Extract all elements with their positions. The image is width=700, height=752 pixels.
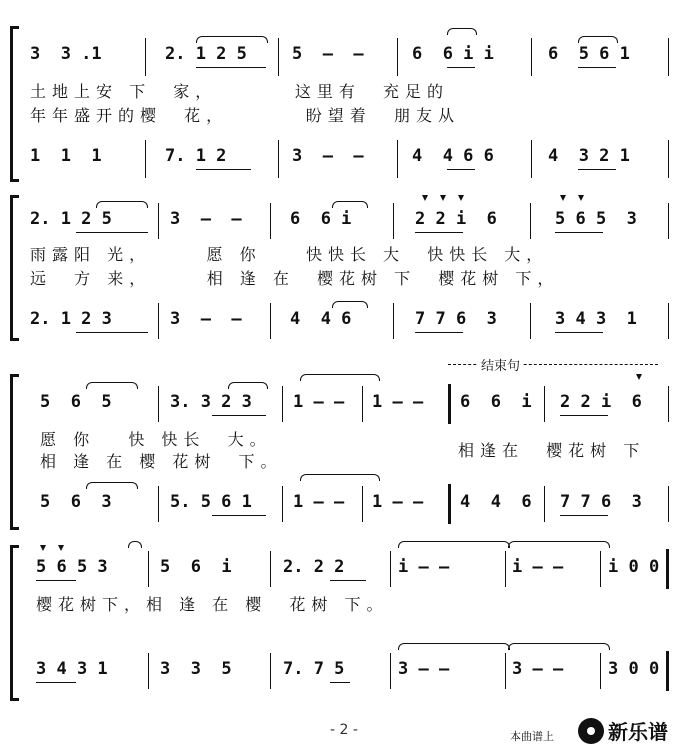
beam-underline xyxy=(555,232,603,233)
beam-underline xyxy=(555,332,603,333)
measure-notes: i 0 0 xyxy=(608,557,660,577)
system-bracket xyxy=(10,195,19,341)
measure-notes: 1 — — xyxy=(293,392,345,412)
measure-notes: 4 4 6 xyxy=(290,309,352,329)
measure-notes: 4 4 6 6 xyxy=(412,146,494,166)
barline xyxy=(600,653,601,689)
slur xyxy=(508,541,610,548)
measure-notes: 3 — — xyxy=(170,309,242,329)
slur xyxy=(196,36,268,43)
measure-notes: 1 — — xyxy=(372,392,424,412)
barline xyxy=(158,386,159,422)
slur xyxy=(332,201,368,208)
beam-underline xyxy=(76,332,148,333)
barline xyxy=(393,303,394,339)
measure-notes: 5 6 5 3 xyxy=(555,209,637,229)
beam-underline xyxy=(415,232,463,233)
beam-underline xyxy=(447,169,475,170)
barline xyxy=(158,486,159,522)
slur xyxy=(332,301,368,308)
barline xyxy=(270,551,271,587)
measure-notes: 3 — — xyxy=(292,146,364,166)
barline xyxy=(158,303,159,339)
barline xyxy=(278,38,279,76)
barline xyxy=(544,386,545,422)
barline xyxy=(390,551,391,587)
lyric-line-ending: 相逢在 樱花树 下 xyxy=(458,441,646,460)
measure-notes: 4 3 2 1 xyxy=(548,146,630,166)
slur xyxy=(228,382,268,389)
barline xyxy=(668,203,669,239)
measure-notes: 1 1 1 xyxy=(30,146,102,166)
barline xyxy=(362,486,363,522)
measure-notes: 5 6 5 3 xyxy=(36,557,108,577)
slur xyxy=(96,201,148,208)
system-2 xyxy=(0,185,700,350)
lyric-line-2: 远 方 来， 相 逢 在 樱花树 下 樱花树 下， xyxy=(30,269,560,288)
record-disc-icon xyxy=(578,718,604,744)
measure-notes: 4 4 6 xyxy=(460,492,532,512)
barline xyxy=(393,203,394,239)
measure-notes: 3 — — xyxy=(170,209,242,229)
beam-underline xyxy=(560,415,608,416)
beam-underline xyxy=(578,67,616,68)
measure-notes: 7 7 6 3 xyxy=(415,309,497,329)
accent-mark xyxy=(636,374,642,380)
slur xyxy=(86,382,138,389)
repeat-barline xyxy=(448,484,451,524)
system-bracket xyxy=(10,26,19,182)
measure-notes: 1 — — xyxy=(293,492,345,512)
site-logo xyxy=(578,716,668,745)
measure-notes: 2. 1 2 3 xyxy=(30,309,112,329)
barline xyxy=(505,653,506,689)
beam-underline xyxy=(560,515,608,516)
page-number: - 2 - xyxy=(330,722,358,738)
system-1 xyxy=(0,0,700,185)
measure-notes: 6 5 6 1 xyxy=(548,44,630,64)
barline xyxy=(148,551,149,587)
measure-notes: 5 6 5 xyxy=(40,392,112,412)
beam-underline xyxy=(196,169,251,170)
beam-underline xyxy=(330,682,350,683)
barline xyxy=(544,486,545,522)
accent-mark xyxy=(40,545,46,551)
barline xyxy=(390,653,391,689)
slur xyxy=(447,28,477,35)
beam-underline xyxy=(196,67,266,68)
final-barline xyxy=(666,549,669,589)
barline xyxy=(530,303,531,339)
measure-notes: 5 — — xyxy=(292,44,364,64)
system-bracket xyxy=(10,545,19,701)
measure-notes: 7. 1 2 xyxy=(165,146,227,166)
beam-underline xyxy=(76,232,148,233)
beam-underline xyxy=(330,580,366,581)
barline xyxy=(531,38,532,76)
measure-notes: 2 2 i 6 xyxy=(560,392,642,412)
final-barline xyxy=(666,651,669,691)
barline xyxy=(505,551,506,587)
measure-notes: 3 0 0 xyxy=(608,659,660,679)
measure-notes: 7. 7 5 xyxy=(283,659,345,679)
measure-notes: 3 4 3 1 xyxy=(36,659,108,679)
measure-notes: 3 4 3 1 xyxy=(555,309,637,329)
lyric-line-1: 雨露阳 光， 愿 你 快快长 大 快快长 大， xyxy=(30,245,549,264)
ending-label: 结束句 xyxy=(478,355,523,374)
barline xyxy=(668,486,669,522)
slur xyxy=(300,474,380,481)
measure-notes: 2 2 i 6 xyxy=(415,209,497,229)
barline xyxy=(270,653,271,689)
barline xyxy=(668,140,669,178)
accent-mark xyxy=(458,195,464,201)
fermata xyxy=(128,541,142,548)
beam-underline xyxy=(212,415,266,416)
system-4 xyxy=(0,535,700,710)
measure-notes: 5 6 i xyxy=(160,557,232,577)
measure-notes: 6 6 i i xyxy=(412,44,494,64)
measure-notes: 5 6 3 xyxy=(40,492,112,512)
barline xyxy=(148,653,149,689)
beam-underline xyxy=(447,67,475,68)
measure-notes: 3 3 5 xyxy=(160,659,232,679)
system-3 xyxy=(0,350,700,535)
measure-notes: 2. 1 2 5 xyxy=(165,44,247,64)
measure-notes: 1 — — xyxy=(372,492,424,512)
barline xyxy=(270,203,271,239)
beam-underline xyxy=(36,580,76,581)
barline xyxy=(530,203,531,239)
accent-mark xyxy=(58,545,64,551)
barline xyxy=(158,203,159,239)
slur xyxy=(578,36,618,43)
measure-notes: i — — xyxy=(512,557,564,577)
lyric-line-2: 年年盛开的樱 花， 盼望着 朋友从 xyxy=(30,106,460,125)
slur xyxy=(300,374,380,381)
barline xyxy=(668,386,669,422)
lyric-line-1: 樱花树下，相 逢 在 樱 花树 下。 xyxy=(36,595,389,614)
barline xyxy=(145,140,146,178)
barline xyxy=(145,38,146,76)
measure-notes: 2. 1 2 5 xyxy=(30,209,112,229)
accent-mark xyxy=(440,195,446,201)
measure-notes: 5. 5 6 1 xyxy=(170,492,252,512)
measure-notes: 6 6 i xyxy=(460,392,532,412)
beam-underline xyxy=(36,682,76,683)
barline xyxy=(600,551,601,587)
beam-underline xyxy=(212,515,266,516)
barline xyxy=(531,140,532,178)
measure-notes: 3 3 .1 xyxy=(30,44,102,64)
measure-notes: 2. 2 2 xyxy=(283,557,345,577)
barline xyxy=(282,486,283,522)
lyric-line-1: 愿 你 快 快长 大。 xyxy=(40,430,272,449)
slur xyxy=(398,541,510,548)
measure-notes: i — — xyxy=(398,557,450,577)
accent-mark xyxy=(422,195,428,201)
slur xyxy=(398,643,510,650)
lyric-line-1: 土地上安 下 家， 这里有 充足的 xyxy=(30,82,450,101)
barline xyxy=(397,38,398,76)
system-bracket xyxy=(10,374,19,530)
barline xyxy=(397,140,398,178)
logo-text: 新乐谱 xyxy=(608,720,668,744)
beam-underline xyxy=(415,332,463,333)
slur xyxy=(508,643,610,650)
accent-mark xyxy=(560,195,566,201)
barline xyxy=(270,303,271,339)
measure-notes: 6 6 i xyxy=(290,209,352,229)
measure-notes: 3 — — xyxy=(512,659,564,679)
accent-mark xyxy=(578,195,584,201)
slur xyxy=(86,482,138,489)
barline xyxy=(282,386,283,422)
barline xyxy=(668,38,669,76)
footer-note: 本曲谱上 xyxy=(510,730,554,743)
measure-notes: 3. 3 2 3 xyxy=(170,392,252,412)
repeat-barline xyxy=(448,384,451,424)
barline xyxy=(278,140,279,178)
barline xyxy=(362,386,363,422)
measure-notes: 3 — — xyxy=(398,659,450,679)
beam-underline xyxy=(578,169,616,170)
measure-notes: 7 7 6 3 xyxy=(560,492,642,512)
barline xyxy=(668,303,669,339)
lyric-line-2: 相 逢 在 樱 花树 下。 xyxy=(40,452,283,471)
